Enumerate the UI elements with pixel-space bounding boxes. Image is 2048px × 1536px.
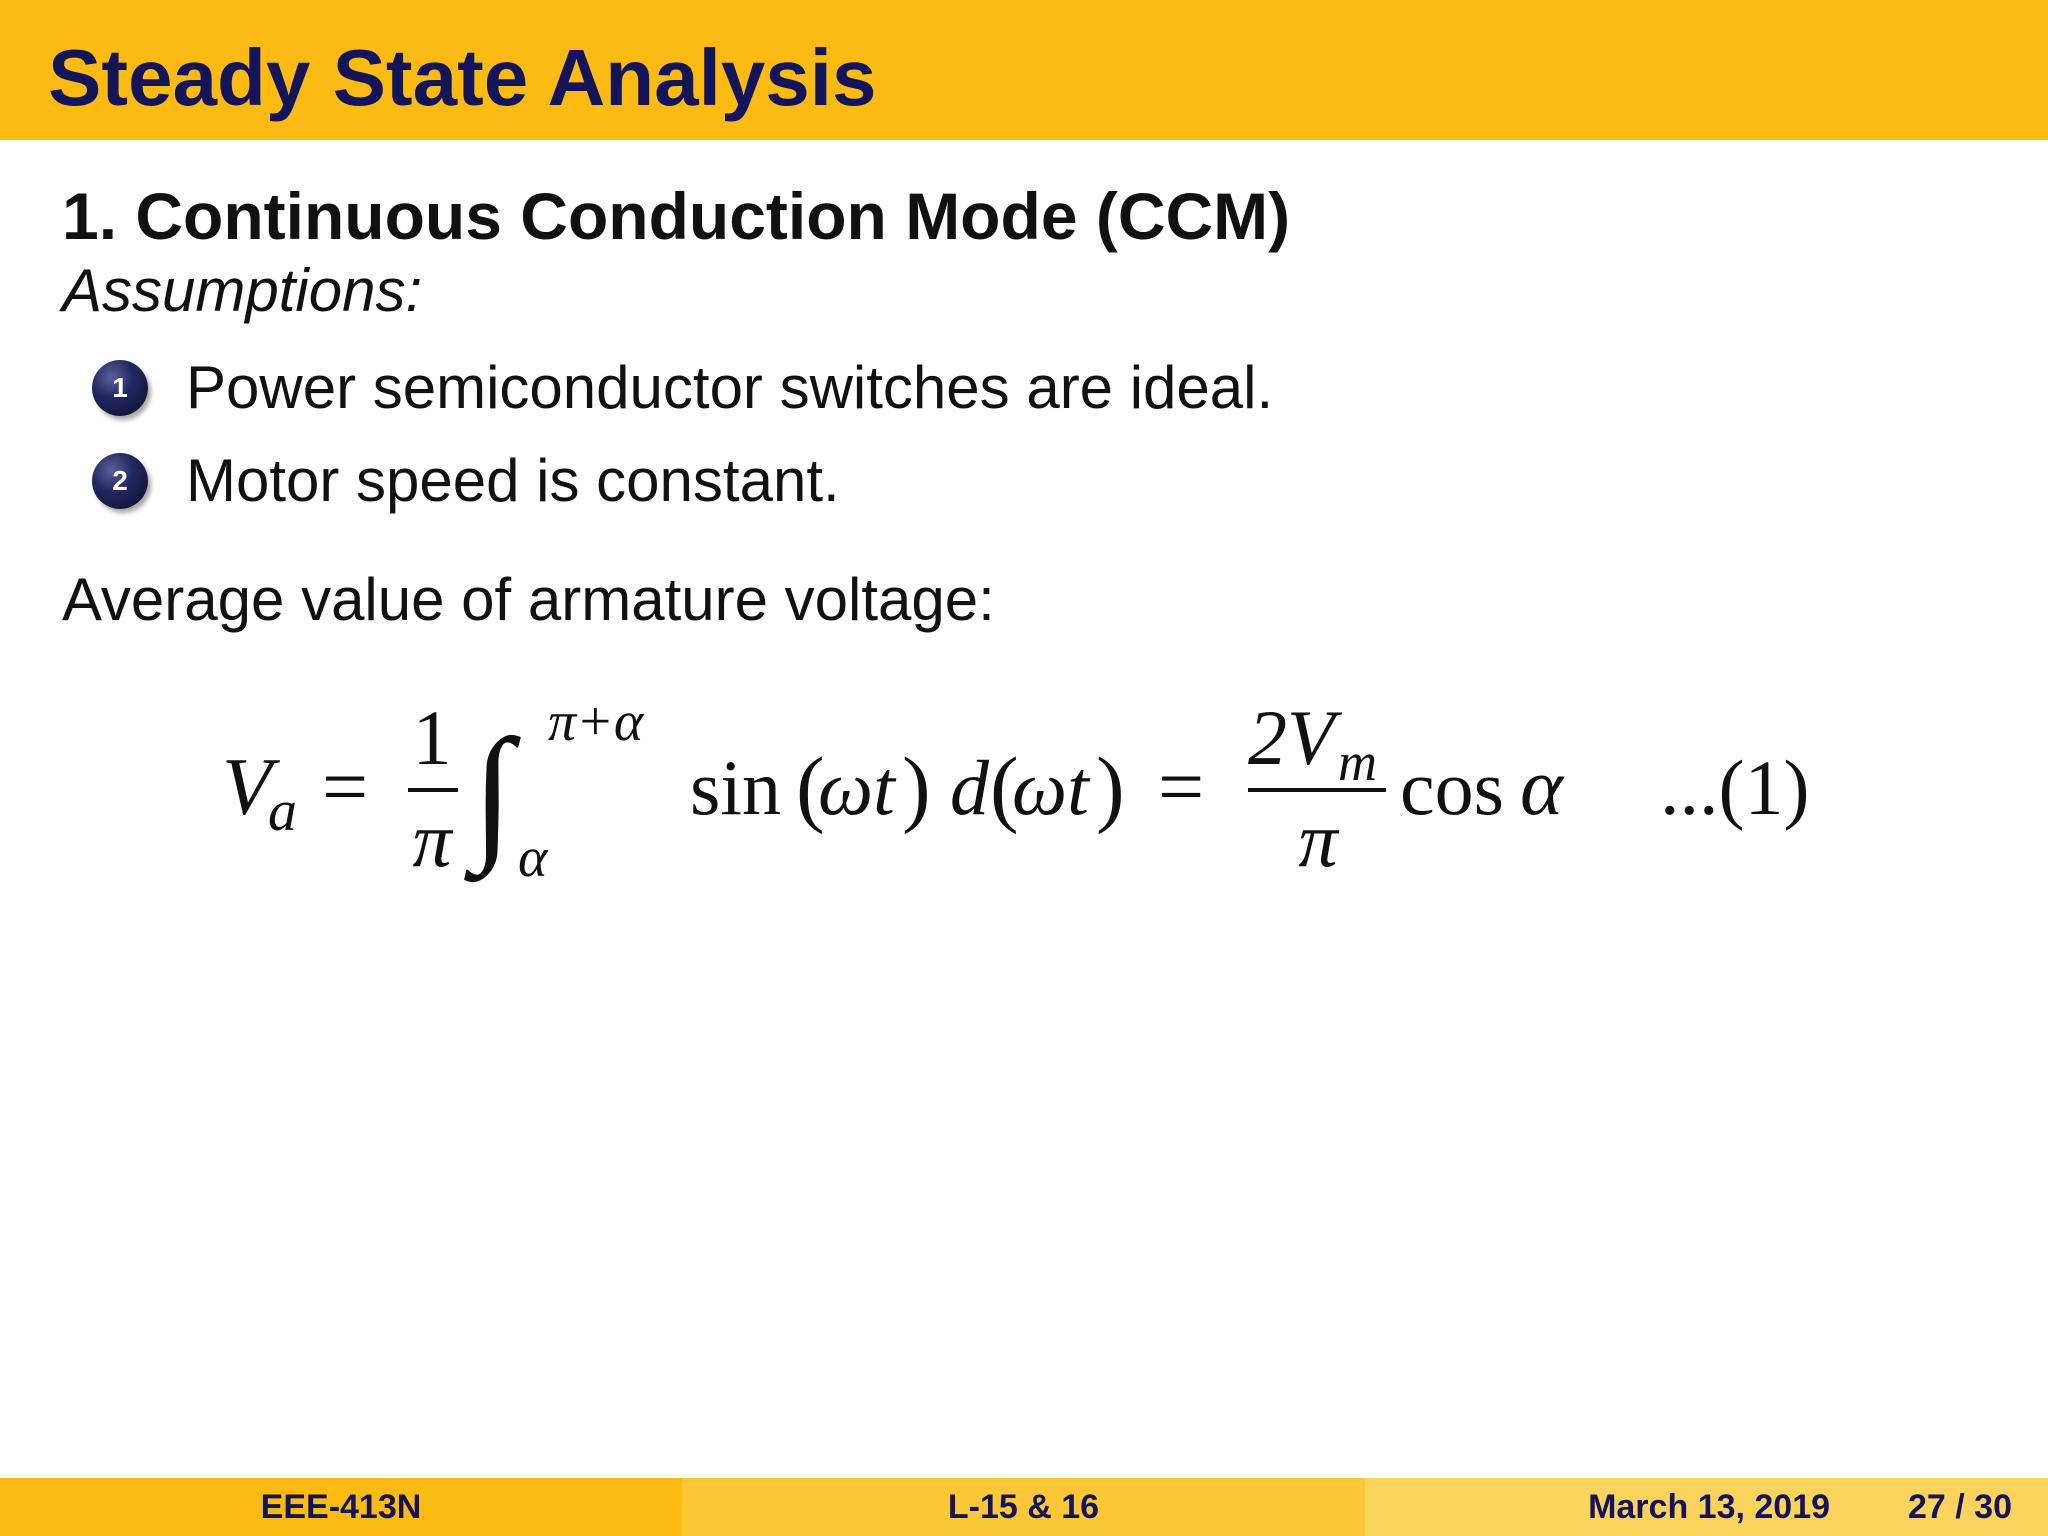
eq-frac2-den: π — [1298, 796, 1338, 883]
eq-differential: d — [950, 744, 989, 831]
eq-paren-open-1: ( — [796, 739, 825, 835]
eq-paren-close-1: ) — [902, 739, 931, 835]
bullet-number-1-icon: 1 — [92, 360, 148, 416]
eq-equals-2: = — [1158, 741, 1205, 832]
eq-equals-1: = — [322, 741, 369, 832]
bullet-number-2-icon: 2 — [92, 453, 148, 509]
assumption-text-1: Power semiconductor switches are ideal. — [186, 354, 1274, 421]
eq-paren-close-2: ) — [1096, 739, 1125, 835]
average-voltage-label: Average value of armature voltage: — [62, 566, 995, 633]
eq-cos-arg: α — [1520, 741, 1564, 832]
slide-title: Steady State Analysis — [48, 33, 877, 122]
eq-lhs: V — [222, 741, 273, 832]
eq-frac2-num: 2V — [1248, 694, 1335, 781]
armature-voltage-equation — [0, 680, 2048, 900]
eq-paren-open-2: ( — [990, 739, 1019, 835]
eq-frac2-num-sub: m — [1338, 732, 1377, 792]
section-heading: 1. Continuous Conduction Mode (CCM) — [62, 179, 1291, 253]
title-bar — [0, 0, 2048, 140]
footer-course-text: EEE-413N — [260, 1487, 422, 1526]
eq-integral-sign: ∫ — [472, 709, 514, 875]
footer-date-page — [1365, 1478, 2048, 1536]
footer-lecture-text: L-15 & 16 — [947, 1487, 1100, 1526]
eq-sin-arg: ωt — [818, 744, 895, 831]
assumption-text-2: Motor speed is constant. — [186, 447, 840, 514]
eq-upper-limit: π+α — [548, 691, 644, 753]
eq-differential-arg: ωt — [1012, 744, 1089, 831]
eq-lower-limit: α — [518, 827, 548, 889]
eq-frac1-num: 1 — [412, 694, 452, 781]
eq-lhs-sub: a — [268, 778, 297, 843]
eq-sin: sin — [690, 744, 782, 831]
assumptions-label: Assumptions: — [62, 257, 423, 324]
footer-bar — [0, 1478, 2048, 1536]
assumption-item-1 — [92, 348, 1273, 428]
footer-date: March 13, 2019 — [1588, 1487, 1831, 1526]
eq-frac1-den: π — [412, 796, 452, 883]
footer-page-number: 27 / 30 — [1908, 1487, 2012, 1526]
footer-lecture — [682, 1478, 1365, 1536]
footer-course — [0, 1478, 682, 1536]
assumption-item-2 — [92, 441, 840, 521]
eq-label: ...(1) — [1660, 744, 1810, 831]
eq-cos: cos — [1400, 744, 1504, 831]
